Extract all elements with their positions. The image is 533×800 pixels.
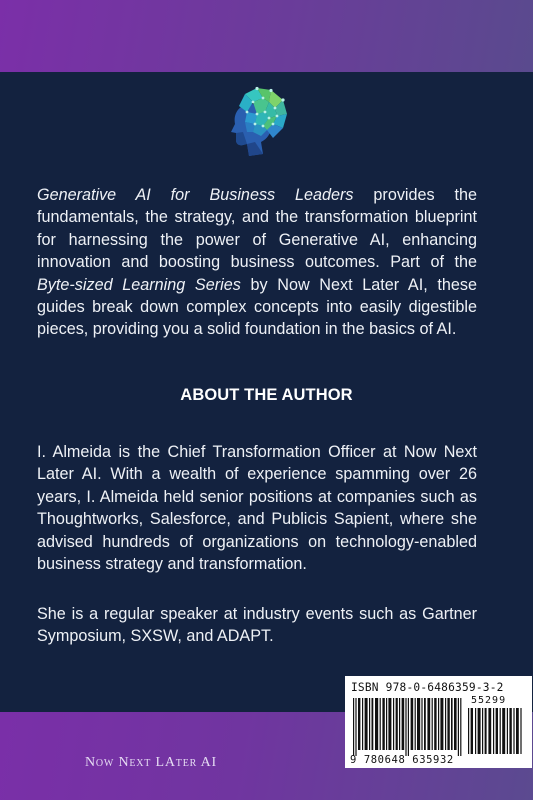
isbn-number: ISBN 978-0-6486359-3-2 [351,681,504,694]
isbn-barcode-box [345,676,532,768]
publisher-brand: Now Next LAter AI [85,755,217,770]
author-bio: I. Almeida is the Chief Transformation Officer at Now Next Later AI. With a wealth of experience spamming over 26 years, I. Almeida held senior positions at companies such as Thoughtworks, Salesforce, and Publicis Sapient, where she advised hundreds of organizations on technology-enabled business strategy and transformation. [37,443,477,574]
about-author-heading: ABOUT THE AUTHOR [180,386,353,404]
price-addon-digits: 55299 [471,695,507,706]
top-gradient-band [0,0,533,72]
book-description [37,184,477,341]
author-speaker-note: She is a regular speaker at industry events such as Gartner Symposium, SXSW, and ADAPT. [37,605,477,646]
ean-digits: 9 780648 635932 [350,754,454,766]
description-text-part-2: by Now Next Later AI, these guides break down complex concepts into easily digestible pieces, providing you a solid foundation in the basics of AI. [37,275,477,339]
price-addon-barcode [466,700,526,754]
ai-head-brain-icon [223,84,289,158]
series-name: Byte-sized Learning Series [37,275,241,294]
description-text-part-1: provides the fundamentals, the strategy, and the transformation blueprint for harnessing the power of Generative AI, enhancing innovation and boosting business outcomes. Part of the [37,186,478,272]
ean-barcode [351,698,463,756]
book-title: Generative AI for Business Leaders [37,186,354,204]
